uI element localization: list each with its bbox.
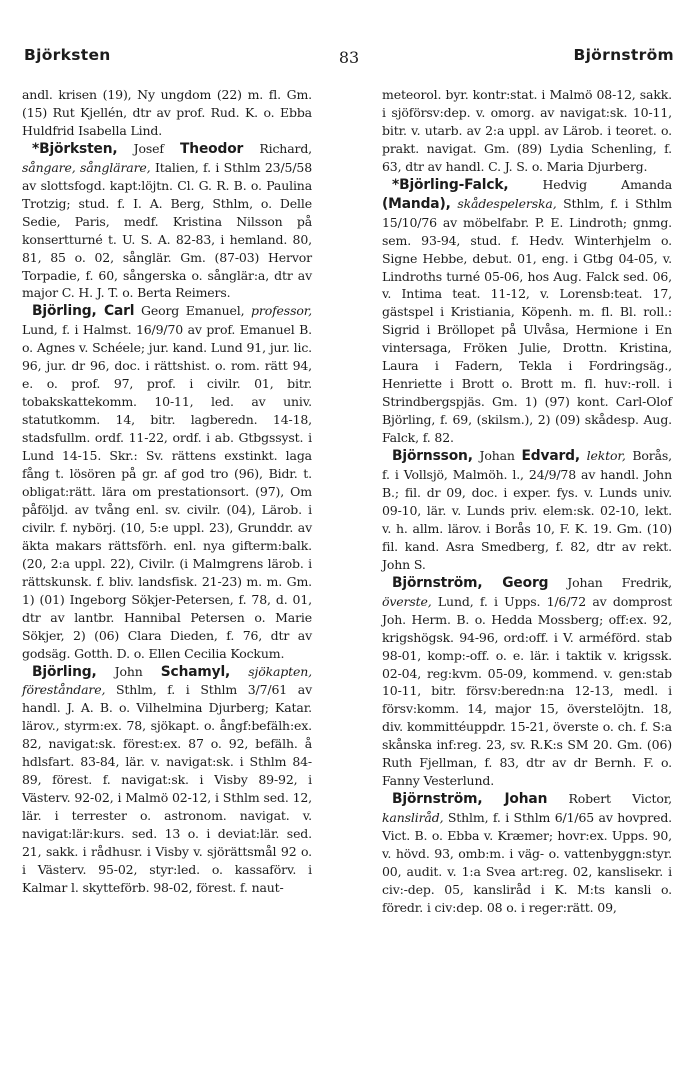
entry-text: Lund, f. i Halmst. 16/9/70 av prof. Emanuel B. o. Agnes v. Schéele; jur. kand. Lund 91, jur. lic. 96, jur. dr 96, doc. i rättshist. o. rom. rätt 94, e. o. prof. 97, prof. i civilr. 01, bitr. tobakskattekomm. 10-11, led. av univ. statutkomm. 14, bitr. lagberedn. 14-18, stadsfullm. ordf. 11-22, ordf. i ab. Gtbgssyst. i Lund 14-15. Skr.: Sv. rättens exstinkt. laga fång t. lösören på gr. af god tro (96), Bidr. t. obligat:rätt. lära om prestationsort. (97), Om påföljd. av tvång enl. sv. civilr. (04), Lärob. i civilr. f. nybörj. (10, 5:e uppl. 23), Grunddr. av äkta makars rättsförh. enl. nya gifterm:balk. (20, 2:a uppl. 22), Civilr. (i Malmgrens lärob. i rättskunsk. f. bliv. landsfisk. 21-23) m. m. Gm. 1) (01) Ingeborg Sökjer-Petersen, f. 78, d. 01, dtr av lantbr. Hannibal Petersen o. Marie Sökjer, 2) (06) Clara Dieden, f. 76, dtr av godsäg. Gotth. D. o. Ellen Cecilia Kockum. [22,322,312,661]
entry-bjornstrom-johan [382,790,672,917]
entry-star: * [32,140,40,157]
entry-given-bold: Theodor [180,140,244,157]
entry-text: Sthlm, f. i Sthlm 6/1/65 av hovpred. Vict. B. o. Ebba v. Kræmer; hovr:ex. Upps. 90, v. hövd. 93, omb:m. i väg- o. vattenbyggn:styr. 00, audit. v. 1:a Svea art:reg. 02, kanslisekr. i civ:-dep. 05, kansliråd i K. M:ts kansli o. föredr. i civ:dep. 08 o. i reger:rätt. 09, [382,810,672,915]
entry-text: meteorol. byr. kontr:stat. i Malmö 08-12, sakk. i sjöförsv:dep. v. omorg. av navigat:sk. 10-11, bitr. v. utarb. av 2:a uppl. av Lärob. i teoret. o. prakt. navigat. Gm. (89) Lydia Schenling, f. 63, dtr av handl. C. J. S. o. Maria Djurberg. [382,87,672,174]
entry-given-bold: Carl [96,303,135,320]
entry-surname: Björksten, [39,140,118,157]
entry-text: andl. krisen (19), Ny ungdom (22) m. fl. Gm. (15) Rut Kjellén, dtr av prof. Rud. K. o. Ebba Huldfrid Isabella Lind. [22,87,312,138]
entry-title: sjökapten, föreståndare, [22,663,313,698]
header-right-guideword: Björnström [573,46,674,64]
header-left-guideword: Björksten [24,46,111,64]
entry-given-bold: Johan [482,791,548,808]
entry-star: * [392,176,400,193]
entry-given-bold: Georg [482,574,549,591]
entry-surname: Björnsson, [392,448,473,465]
entry-text: Lund, f. i Upps. 1/6/72 av domprost Joh. Herm. B. o. Hedda Mossberg; off:ex. 92, krigshögsk. 94-96, ord:off. i V. arméförd. stab 98-01, komp:-off. o. e. lär. i taktik v. krigssk. 02-04, reg:kvm. 05-09, kommend. v. gen:stab 10-11, bitr. försv:beredn:na 12-13, medl. i försv:komm. 14, major 15, överstelöjtn. 18, div. kommittéuppdr. 15-21, överste o. ch. f. S:a skånska inf:reg. 23, sv. R.K:s SM 20. Gm. (06) Ruth Fjellman, f. 83, dtr av dr Bernh. F. o. Fanny Vesterlund. [382,593,672,789]
entry-given-bold: Edvard, [521,448,580,465]
entry-surname: Björling, [32,663,97,680]
entry-bjorling-carl [22,302,312,662]
entry-given-after: Richard, [243,140,312,156]
entry-given-bold: (Manda), [382,195,451,212]
page-header [24,46,674,72]
entry-surname: Björling-Falck, [399,176,509,193]
right-column [382,86,672,917]
entry-bjorling-falck [382,176,672,447]
entry-given-plain: Josef [117,140,181,156]
entry-bjornstrom-georg [382,574,672,790]
entry-text: Italien, f. i Sthlm 23/5/58 av slottsfogd. kapt:löjtn. Cl. G. R. B. o. Paulina Trotzig; stud. f. I. A. Berg, Sthlm, o. Delle Sedie, Paris, medf. Kristina Nilsson på konsertturné t. U. S. A. 82-83, i hemland. 80, 81, 85 o. 02, sånglär. Gm. (87-03) Hervor Torpadie, f. 60, sångerska o. sånglär:a, dtr av major C. H. J. T. o. Berta Reimers. [22,159,312,301]
entry-title: sångare, sånglärare, [22,159,151,175]
entry-title: kansliråd, [382,810,444,826]
entry-title: skådespelerska, [457,195,557,211]
entry-title: överste, [382,593,432,609]
entry-given-bold: Schamyl, [160,663,231,680]
page-number: 83 [338,48,360,67]
entry-bjornsson-edvard [382,447,672,574]
entry-given-after: Robert Victor, [547,791,672,807]
entry-given-plain: Hedvig Amanda [508,176,672,192]
entry-title: professor, [251,303,312,319]
entry-given-plain: John [96,663,161,679]
entry-given-after: Johan Fredrik, [548,574,672,590]
entry-bjorksten-theodor [22,140,312,303]
entry-surname: Björnström, [392,574,483,591]
entry-text: Borås, f. i Vollsjö, Malmöh. l., 24/9/78 av handl. John B.; fil. dr 09, doc. i exper. fys. v. Lunds univ. 09-10, lär. v. Lunds priv. elem:sk. 02-10, lekt. v. h. allm. lärov. i Borås 10, F. K. 19. Gm. (10) fil. kand. Asra Smedberg, f. 82, dtr av rekt. John S. [382,448,672,572]
entry-continuation [382,86,672,176]
entry-given-plain: Johan [472,448,522,464]
entry-text: Sthlm, f. i Sthlm 15/10/76 av möbelfabr. P. E. Lindroth; gnmg. sem. 93-94, stud. f. Hedv. Winterhjelm o. Signe Hebbe, debut. 01, eng. i Gtbg 04-05, v. Lindroths turné 05-06, hos Aug. Falck sed. 06, v. Intima teat. 11-12, v. Lorensb:teat. 17, gästspel i Kristiania, Köpenh. m. fl. Bl. roll.: Sigrid i Bröllopet på Ulvåsa, Hermione i En vintersaga, Fröken Julie, Drottn. Kristina, Laura i Fadern, Tekla i Fordringsäg., Henriette i Brott o. Brott m. fl. huv:-roll. i Strindbergspjäs. Gm. 1) (97) kont. Carl-Olof Björling, f. 69, (skilsm.), 2) (09) skådesp. Aug. Falck, f. 82. [382,195,673,446]
entry-title: lektor, [586,448,626,464]
entry-given-after: Georg Emanuel, [134,303,252,319]
entry-bjorling-schamyl [22,663,312,897]
entry-surname: Björling, [32,303,97,320]
entry-text: Sthlm, f. i Sthlm 3/7/61 av handl. J. A. B. o. Vilhelmina Djurberg; Katar. lärov., styrm:ex. 78, sjökapt. o. ångf:befälh:ex. 82, navigat:sk. förest:ex. 87 o. 92, befälh. å hdlsfart. 83-84, lär. v. navigat:sk. i Sthlm 84-89, förest. f. navigat:sk. i Visby 89-92, i Västerv. 92-02, i Malmö 02-12, i Sthlm sed. 12, lär. i terrester o. astronom. navigat. v. navigat:lär:kurs. sed. 13 o. i deviat:lär. sed. 21, sakk. i rådhusr. i Visby v. sjörättsmål 92 o. i Västerv. 95-02, styr:led. o. kassaförv. i Kalmar l. skytteförb. 98-02, förest. f. naut- [22,682,312,895]
left-column [22,86,312,897]
entry-continuation [22,86,312,140]
entry-surname: Björnström, [392,791,483,808]
